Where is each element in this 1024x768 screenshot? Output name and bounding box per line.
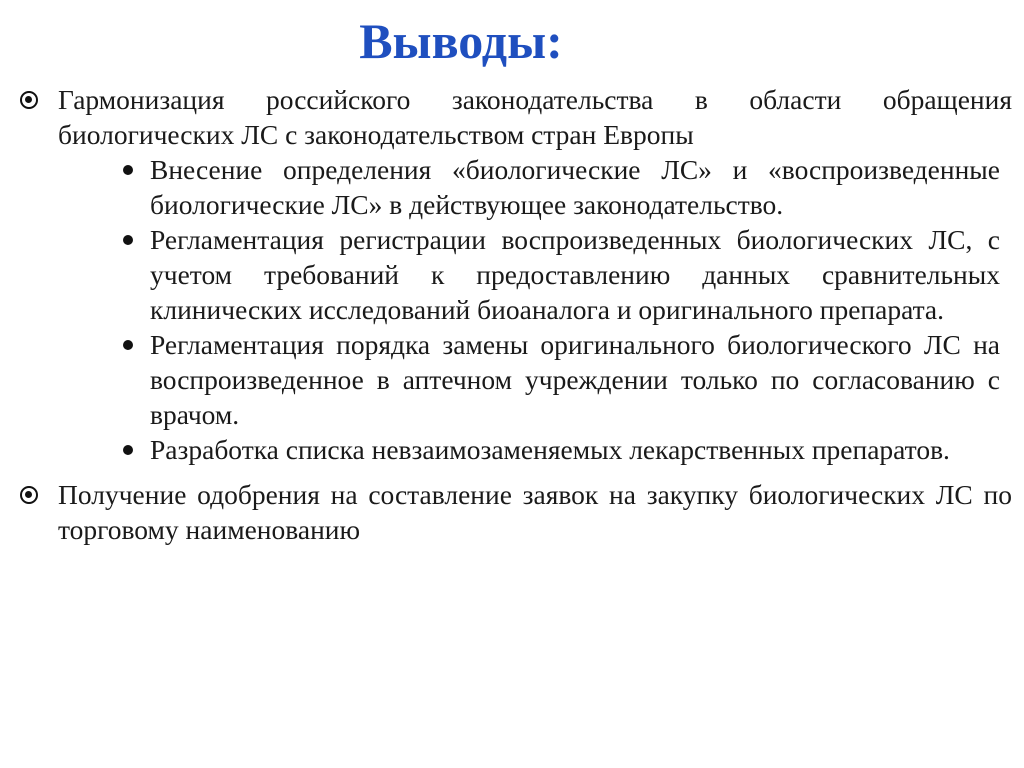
- sub-list-item: [58, 327, 1012, 432]
- target-icon: [20, 91, 38, 109]
- bullet-icon: [123, 340, 133, 350]
- sub-list-item: [58, 152, 1012, 222]
- top-list-item: [0, 477, 1024, 547]
- sub-item-text: Регламентация регистрации воспроизведенных биологических ЛС, с учетом требований к предоставлению данных сравнительных клинических исследований биоаналога и оригинального препарата.: [150, 224, 1000, 325]
- sub-list: [58, 152, 1012, 467]
- sub-list-item: [58, 222, 1012, 327]
- sub-item-text: Внесение определения «биологические ЛС» и «воспроизведенные биологические ЛС» в действующее законодательство.: [150, 154, 1000, 220]
- slide-title: Выводы:: [359, 13, 563, 69]
- sub-list-item: [58, 432, 1012, 467]
- sub-item-text: Регламентация порядка замены оригинального биологического ЛС на воспроизведенное в аптечном учреждении только по согласованию с врачом.: [150, 329, 1000, 430]
- target-icon: [20, 486, 38, 504]
- sub-item-text: Разработка списка невзаимозаменяемых лекарственных препаратов.: [150, 434, 950, 465]
- bullet-icon: [123, 235, 133, 245]
- bullet-icon: [123, 165, 133, 175]
- top-list-item: [0, 82, 1024, 467]
- top-item-text: Получение одобрения на составление заявок на закупку биологических ЛС по торговому наименованию: [58, 479, 1012, 545]
- top-item-text: Гармонизация российского законодательства в области обращения биологических ЛС с законодательством стран Европы: [58, 84, 1012, 150]
- bullet-icon: [123, 445, 133, 455]
- slide-content: [0, 82, 1024, 547]
